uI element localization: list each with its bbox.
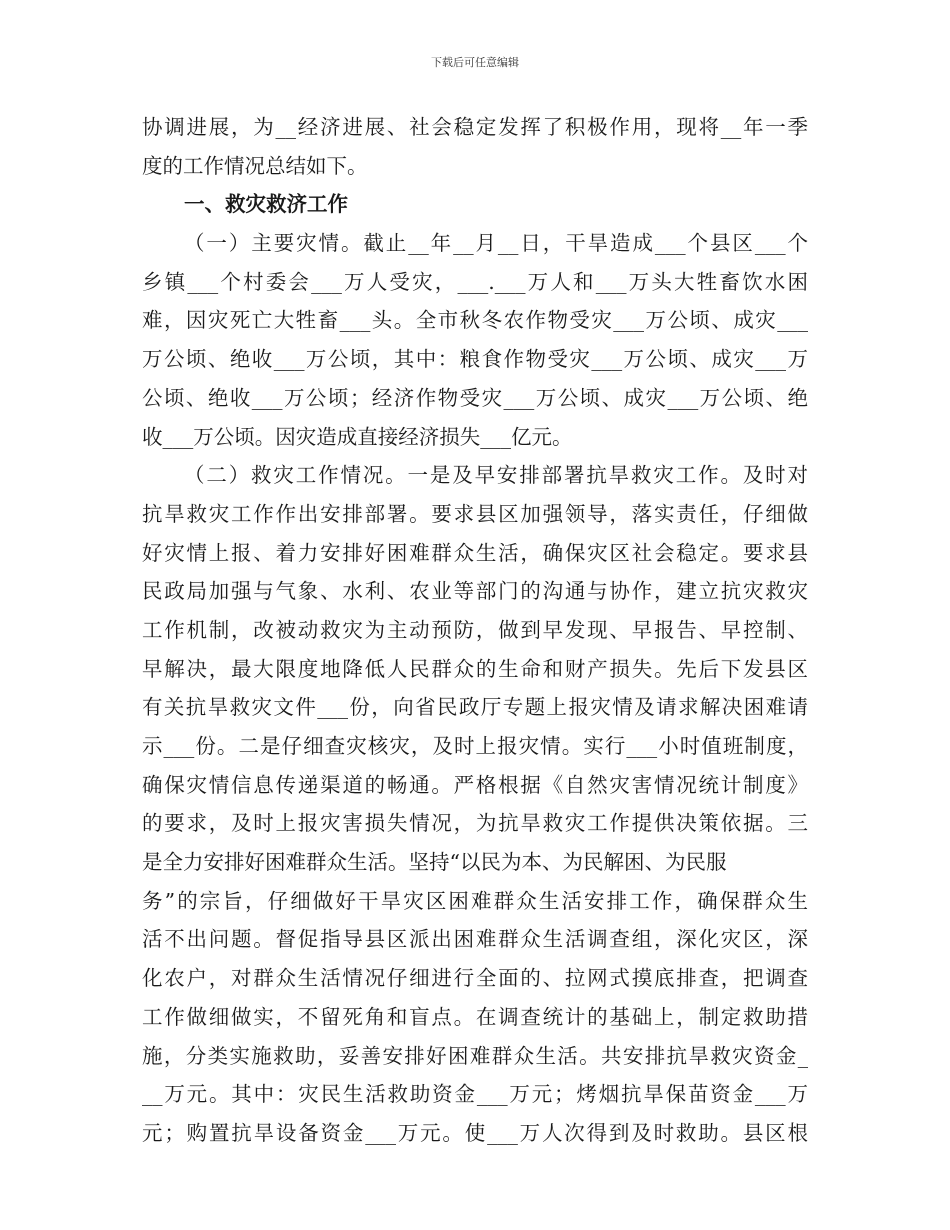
- body-line: 工作做细做实，不留死角和盲点。在调查统计的基础上，制定救助措: [142, 1004, 808, 1029]
- body-line: 公顷、绝收___万公顷；经济作物受灾___万公顷、成灾___万公顷、绝: [142, 385, 808, 410]
- body-line: 示___份。二是仔细查灾核灾，及时上报灾情。实行___小时值班制度，: [142, 734, 808, 758]
- body-line: 元；购置抗旱设备资金___万元。使___万人次得到及时救助。县区根: [142, 1120, 808, 1145]
- body-line: 民政局加强与气象、水利、农业等部门的沟通与协作，建立抗灾救灾: [142, 579, 808, 604]
- body-line: （一）主要灾情。截止__年__月__日，干旱造成___个县区___个: [184, 231, 808, 256]
- body-line: （二）救灾工作情况。一是及早安排部署抗旱救灾工作。及时对: [184, 463, 808, 488]
- page-header: 下载后可任意编辑: [431, 56, 519, 69]
- body-line: 的要求，及时上报灾害损失情况，为抗旱救灾工作提供决策依据。三: [142, 811, 808, 836]
- body-line: 早解决，最大限度地降低人民群众的生命和财产损失。先后下发县区: [142, 656, 808, 681]
- body-line: 协调进展，为__经济进展、社会稳定发挥了积极作用，现将__年一季: [142, 115, 808, 139]
- body-line: 度的工作情况总结如下。: [142, 153, 368, 178]
- body-line: 万公顷、绝收___万公顷，其中：粮食作物受灾___万公顷、成灾___万: [142, 347, 808, 372]
- body-line: 务”的宗旨，仔细做好干旱灾区困难群众生活安排工作，确保群众生: [142, 888, 808, 913]
- body-line: 好灾情上报、着力安排好困难群众生活，确保灾区社会稳定。要求县: [142, 540, 808, 565]
- body-line: 是全力安排好困难群众生活。坚持“以民为本、为民解困、为民服: [142, 850, 727, 875]
- body-line: 有关抗旱救灾文件___份，向省民政厅专题上报灾情及请求解决困难请: [142, 695, 808, 720]
- body-line: 确保灾情信息传递渠道的畅通。严格根据《自然灾害情况统计制度》: [142, 772, 808, 797]
- body-line: 收___万公顷。因灾造成直接经济损失___亿元。: [142, 424, 573, 449]
- section-heading: 一、救灾救济工作: [184, 192, 348, 217]
- body-line: 抗旱救灾工作作出安排部署。要求县区加强领导，落实责任，仔细做: [142, 501, 808, 526]
- body-line: 工作机制，改被动救灾为主动预防，做到早发现、早报告、早控制、: [142, 617, 808, 642]
- document-body: [142, 108, 808, 1153]
- body-line: 化农户，对群众生活情况仔细进行全面的、拉网式摸底排查，把调查: [142, 966, 808, 991]
- body-line: 活不出问题。督促指导县区派出困难群众生活调查组，深化灾区，深: [142, 927, 808, 952]
- body-line: 施，分类实施救助，妥善安排好困难群众生活。共安排抗旱救灾资金_: [142, 1043, 808, 1068]
- body-line: 乡镇___个村委会___万人受灾，___.___万人和___万头大牲畜饮水困: [142, 269, 808, 294]
- body-line: __万元。其中：灾民生活救助资金___万元；烤烟抗旱保苗资金___万: [142, 1082, 808, 1107]
- body-line: 难，因灾死亡大牲畜___头。全市秋冬农作物受灾___万公顷、成灾___: [142, 308, 808, 333]
